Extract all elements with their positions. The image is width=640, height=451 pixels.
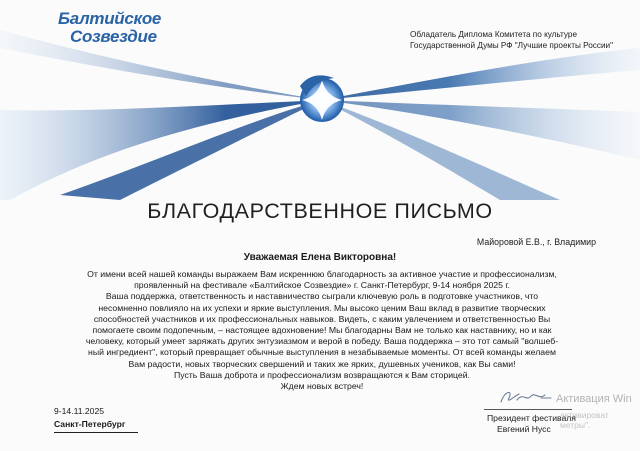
watermark-line-3: метры". [560, 420, 591, 430]
body-line: Ваша поддержка, ответственность и наставничество сыграли ключевую роль в подготовке участников, что [105, 291, 539, 302]
signer-name: Евгений Нусс [497, 424, 551, 434]
body-line: Пусть Ваша доброта и профессионализм возвращаются к Вам сторицей. [173, 369, 471, 380]
award-line-2: Государственной Думы РФ "Лучшие проекты России" [410, 41, 613, 50]
letter-body [56, 269, 588, 392]
handwritten-signature [495, 386, 555, 410]
body-line: Вам радости, новых творческих свершений и таких же ярких, душевных учеников, как Вы сами! [128, 358, 516, 369]
body-line: несомненно повлияло на их успехи и яркие выступления. Мы высоко ценим Ваш вклад в развитие творческих [98, 302, 546, 313]
logo-line-1: Балтийское [58, 9, 162, 28]
event-city: Санкт-Петербург [54, 419, 138, 433]
body-line: ный ингредиент", который превращает обычные выступления в незабываемые моменты. От всей команды желаем [88, 347, 556, 358]
event-dates: 9-14.11.2025 [54, 406, 105, 416]
activation-watermark-sub [560, 410, 609, 430]
activation-watermark: Активация Win [556, 393, 632, 405]
award-note [410, 29, 628, 51]
recipient: Майоровой Е.В., г. Владимир [476, 237, 596, 247]
signature-line [484, 409, 572, 410]
award-line-1: Обладатель Диплома Комитета по культуре [410, 30, 578, 39]
document-title: БЛАГОДАРСТВЕННОЕ ПИСЬМО [147, 199, 493, 223]
logo-line-2: Созвездие [70, 27, 157, 46]
greeting: Уважаемая Елена Викторовна! [243, 252, 397, 263]
body-line: способностей участников и их профессиональных навыков. Видеть, с каким увлечением и ответственностью Вы [93, 313, 551, 324]
body-line: От имени всей нашей команды выражаем Вам искреннюю благодарность за активное участие и профессионализм, [87, 269, 557, 279]
body-line: помогаете своим подопечным, – настоящее вдохновение! Мы благодарны Вам не только как наставнику, но и как [92, 325, 552, 336]
body-line: Ждем новых встреч! [280, 381, 364, 392]
signer-role: Президент фестиваля [487, 413, 576, 423]
watermark-line-2: активироват [560, 410, 609, 420]
body-line: человеку, который умеет заряжать других энтузиазмом и верой в победу. Ваша поддержка – это тот самый "волшеб- [85, 336, 559, 347]
festival-logo [58, 10, 161, 46]
body-line: проявленный на фестивале «Балтийское Созвездие» г. Санкт-Петербург, 9-14 ноября 2025 г. [134, 280, 510, 291]
